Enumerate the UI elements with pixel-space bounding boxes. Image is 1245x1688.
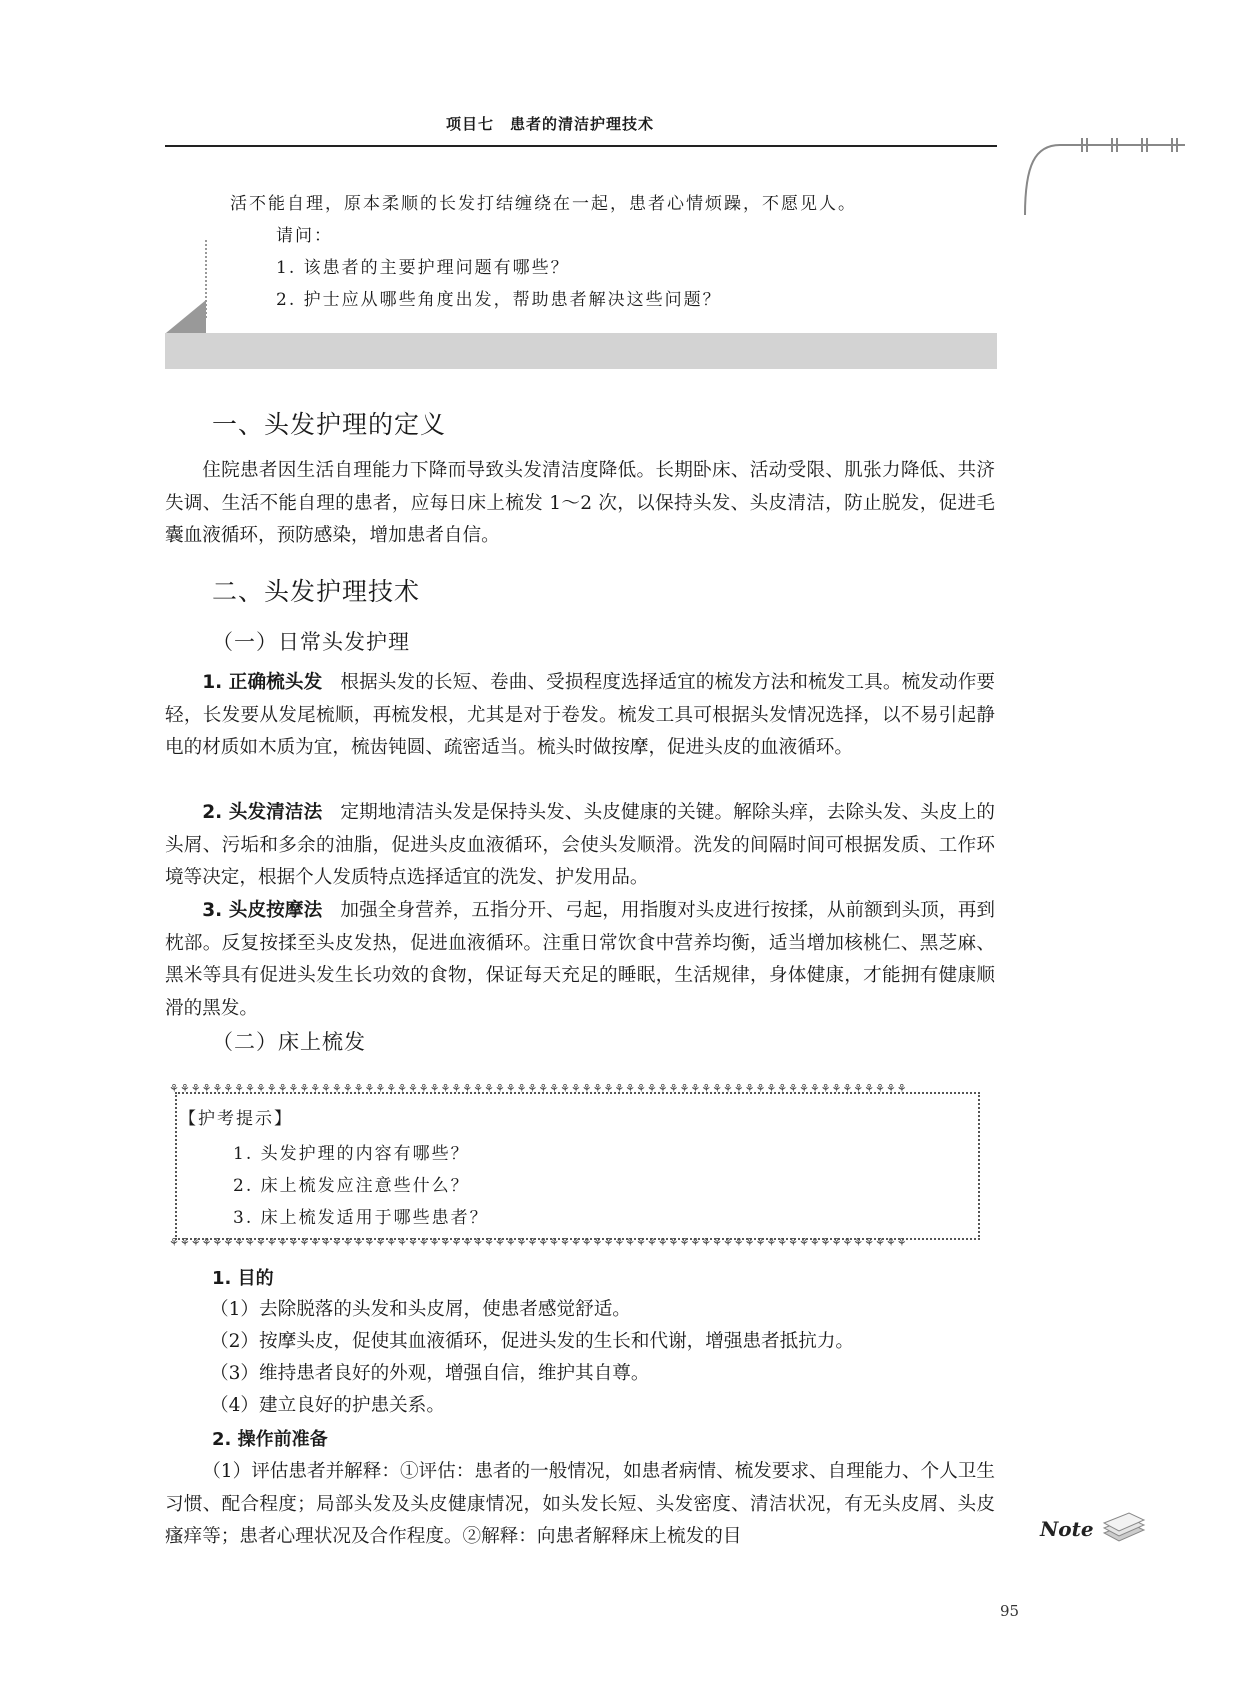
subsection-heading-daily-care: （一）日常头发护理 [212, 630, 410, 654]
margin-decoration-icon [1020, 135, 1190, 215]
case-text-line: 活不能自理，原本柔顺的长发打结缠绕在一起，患者心情烦躁，不愿见人。 [230, 194, 857, 214]
item-title: 3. 头皮按摩法 [202, 900, 323, 921]
case-question-label: 请问： [276, 226, 333, 246]
tip-border-ornament: ⚘⚘⚘⚘⚘⚘⚘⚘⚘⚘⚘⚘⚘⚘⚘⚘⚘⚘⚘⚘⚘⚘⚘⚘⚘⚘⚘⚘⚘⚘⚘⚘⚘⚘⚘⚘⚘⚘⚘⚘⚘⚘⚘⚘⚘⚘⚘⚘⚘⚘⚘⚘⚘⚘⚘⚘⚘⚘⚘⚘⚘⚘⚘⚘⚘⚘⚘⚘ [169, 1082, 908, 1095]
item-text: 根据头发的长短、卷曲、受损程度选择适宜的梳发方法和梳发工具。梳发动作要轻，长发要从发尾梳顺，再梳发根，尤其是对于卷发。梳发工具可根据头发情况选择，以不易引起静电的材质如木质为宜，梳齿钝圆、疏密适当。梳头时做按摩，促进头皮的血液循环。 [165, 672, 995, 758]
case-question-1: 1. 该患者的主要护理问题有哪些？ [276, 258, 570, 278]
case-corner-decoration [166, 300, 208, 334]
header-rule [165, 145, 997, 147]
book-icon [1099, 1508, 1149, 1548]
preparation-paragraph: （1）评估患者并解释：①评估：患者的一般情况，如患者病情、梳发要求、自理能力、个人卫生习惯、配合程度；局部头发及头皮健康情况，如头发长短、头发密度、清洁状况，有无头皮屑、头皮瘙痒等；患者心理状况及合作程度。②解释：向患者解释床上梳发的目 [165, 1461, 995, 1547]
subsection-heading-bed-combing: （二）床上梳发 [212, 1030, 366, 1054]
item-paragraph-massage [165, 895, 995, 1025]
purpose-heading: 1. 目的 [212, 1268, 274, 1289]
page-number: 95 [1000, 1602, 1020, 1620]
exam-tip-box [165, 1082, 990, 1250]
tip-item: 3. 床上梳发适用于哪些患者？ [233, 1208, 489, 1228]
purpose-item: （1）去除脱落的头发和头皮屑，使患者感觉舒适。 [210, 1299, 631, 1320]
tip-item: 2. 床上梳发应注意些什么？ [233, 1176, 470, 1196]
purpose-item: （3）维持患者良好的外观，增强自信，维护其自尊。 [210, 1363, 650, 1384]
definition-paragraph: 住院患者因生活自理能力下降而导致头发清洁度降低。长期卧床、活动受限、肌张力降低、共济失调、生活不能自理的患者，应每日床上梳发 1～2 次，以保持头发、头皮清洁，防止脱发，促进毛囊血液循环，预防感染，增加患者自信。 [165, 460, 995, 546]
tip-border-ornament: ⚘⚘⚘⚘⚘⚘⚘⚘⚘⚘⚘⚘⚘⚘⚘⚘⚘⚘⚘⚘⚘⚘⚘⚘⚘⚘⚘⚘⚘⚘⚘⚘⚘⚘⚘⚘⚘⚘⚘⚘⚘⚘⚘⚘⚘⚘⚘⚘⚘⚘⚘⚘⚘⚘⚘⚘⚘⚘⚘⚘⚘⚘⚘⚘⚘⚘⚘⚘ [169, 1236, 908, 1249]
item-paragraph-cleaning [165, 797, 995, 895]
note-logo [1040, 1504, 1149, 1549]
preparation-heading: 2. 操作前准备 [212, 1429, 328, 1450]
tip-item: 1. 头发护理的内容有哪些？ [233, 1144, 470, 1164]
item-text: 加强全身营养，五指分开、弓起，用指腹对头皮进行按揉，从前额到头顶，再到枕部。反复按揉至头皮发热，促进血液循环。注重日常饮食中营养均衡，适当增加核桃仁、黑芝麻、黑米等具有促进头发生长功效的食物，保证每天充足的睡眠，生活规律，身体健康，才能拥有健康顺滑的黑发。 [165, 900, 995, 1019]
section-heading-technique: 二、头发护理技术 [212, 577, 421, 606]
case-question-2: 2. 护士应从哪些角度出发，帮助患者解决这些问题？ [276, 290, 722, 310]
item-paragraph-combing [165, 667, 995, 765]
note-logo-text: Note [1040, 1517, 1094, 1541]
purpose-item: （2）按摩头皮，促使其血液循环，促进头发的生长和代谢，增强患者抵抗力。 [210, 1331, 855, 1352]
purpose-item: （4）建立良好的护患关系。 [210, 1395, 445, 1416]
tip-title: 【护考提示】 [179, 1109, 293, 1129]
running-header-title: 项目七 患者的清洁护理技术 [445, 115, 654, 133]
section-heading-definition: 一、头发护理的定义 [212, 410, 447, 439]
item-title: 2. 头发清洁法 [202, 802, 323, 823]
case-box-band [165, 333, 997, 369]
item-title: 1. 正确梳头发 [202, 672, 323, 693]
item-text: 定期地清洁头发是保持头发、头皮健康的关键。解除头痒，去除头发、头皮上的头屑、污垢和多余的油脂，促进头皮血液循环，会使头发顺滑。洗发的间隔时间可根据发质、工作环境等决定，根据个人发质特点选择适宜的洗发、护发用品。 [165, 802, 995, 888]
